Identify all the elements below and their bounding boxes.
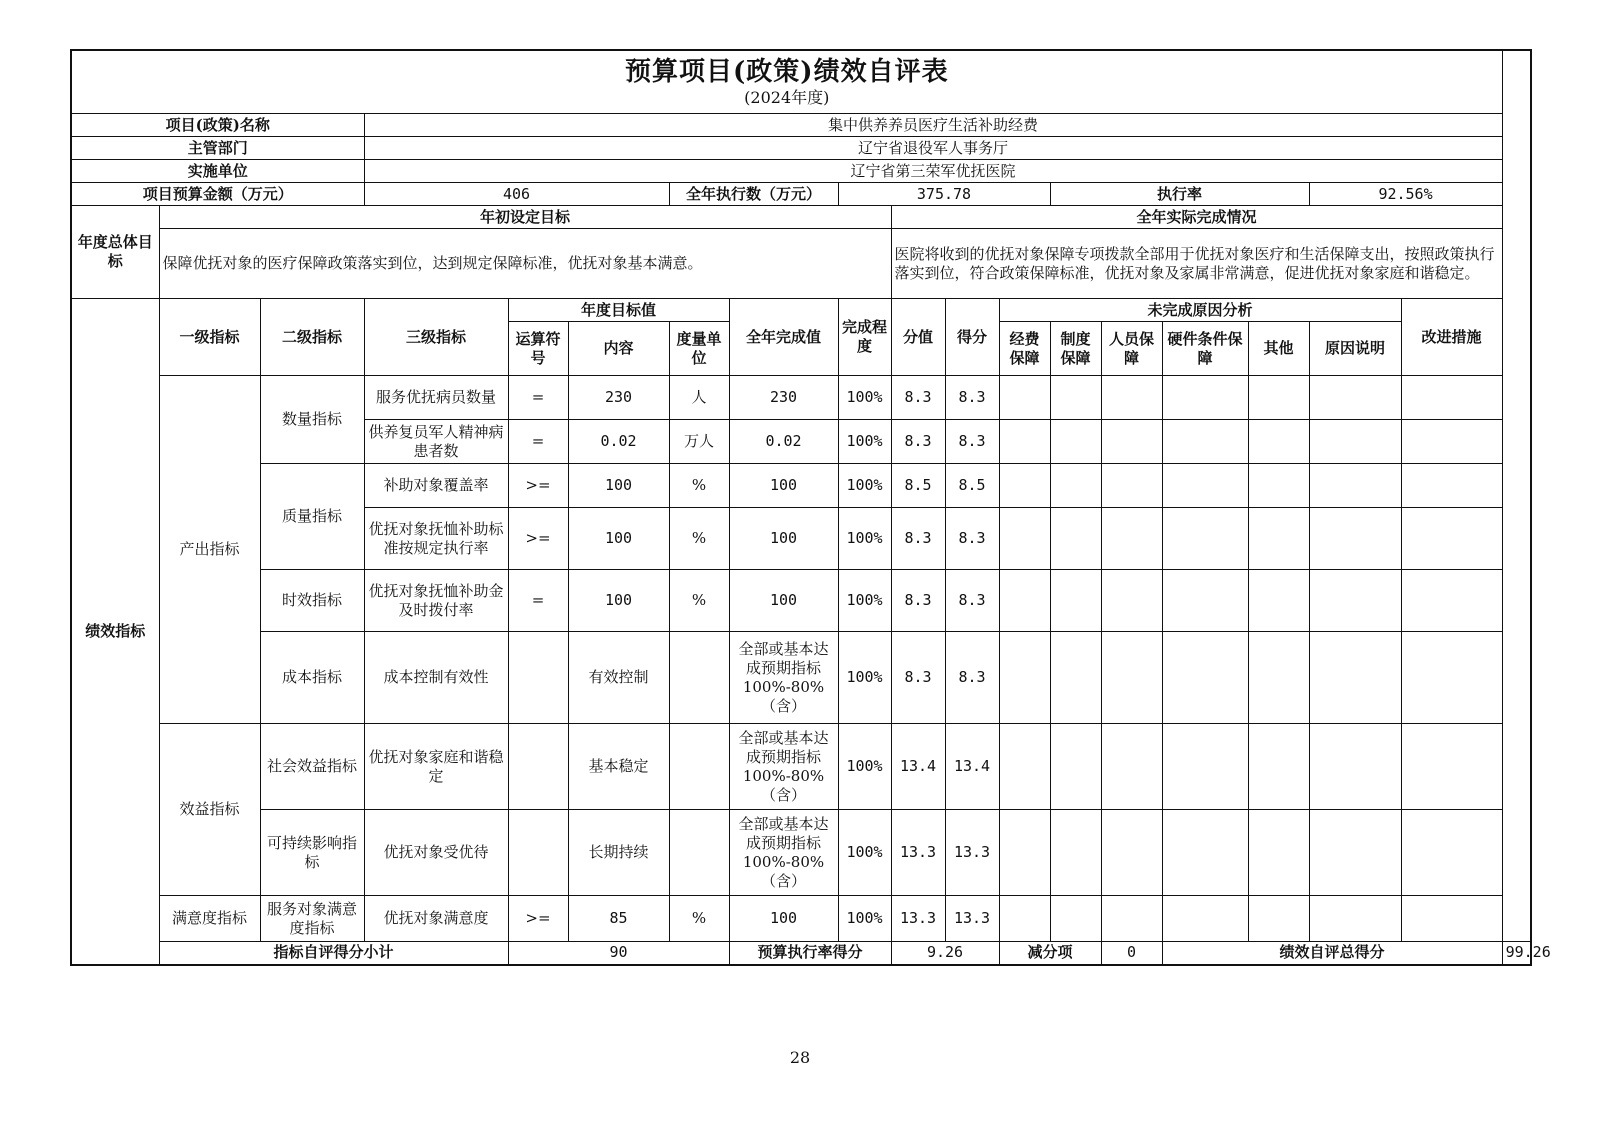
level3-cell: 优抚对象满意度 — [364, 896, 508, 942]
project-name-value: 集中供养养员医疗生活补助经费 — [364, 114, 1502, 137]
deduct-value: 0 — [1101, 942, 1162, 965]
degree-cell: 100% — [838, 896, 891, 942]
unit-cell: % — [669, 896, 729, 942]
subtotal-value: 90 — [508, 942, 729, 965]
table-row — [71, 896, 1531, 942]
actual-cell: 全部或基本达成预期指标100%-80%（含） — [729, 632, 838, 724]
group-satisfaction: 满意度指标 — [159, 896, 260, 942]
content-cell: 100 — [568, 570, 669, 632]
rate-label: 执行率 — [1050, 183, 1309, 206]
actual-cell: 100 — [729, 508, 838, 570]
operator-cell: >= — [508, 896, 568, 942]
page-number: 28 — [789, 1048, 811, 1067]
group-output: 产出指标 — [159, 376, 260, 724]
table-row — [71, 724, 1531, 810]
content-cell: 230 — [568, 376, 669, 420]
score-value-cell: 8.3 — [891, 508, 945, 570]
degree-cell: 100% — [838, 508, 891, 570]
actual-cell: 全部或基本达成预期指标100%-80%（含） — [729, 810, 838, 896]
group-benefit: 效益指标 — [159, 724, 260, 896]
initial-goal-header: 年初设定目标 — [159, 206, 891, 229]
score-cell: 8.3 — [945, 570, 999, 632]
score-cell: 8.3 — [945, 376, 999, 420]
score-value-cell: 13.4 — [891, 724, 945, 810]
executed-value: 375.78 — [838, 183, 1050, 206]
level2-cell: 可持续影响指标 — [260, 810, 364, 896]
target-group-header: 年度目标值 — [508, 299, 729, 322]
level2-cell: 成本指标 — [260, 632, 364, 724]
unit-cell: % — [669, 508, 729, 570]
project-name-label: 项目(政策)名称 — [71, 114, 364, 137]
budget-score-label: 预算执行率得分 — [729, 942, 891, 965]
level3-cell: 优抚对象抚恤补助金及时拨付率 — [364, 570, 508, 632]
budget-label: 项目预算金额（万元） — [71, 183, 364, 206]
unit-cell — [669, 724, 729, 810]
degree-cell: 100% — [838, 632, 891, 724]
actual-header: 全年完成值 — [729, 299, 838, 376]
degree-cell: 100% — [838, 464, 891, 508]
executed-label: 全年执行数（万元） — [669, 183, 838, 206]
actual-cell: 100 — [729, 570, 838, 632]
actual-cell: 100 — [729, 896, 838, 942]
deduct-label: 减分项 — [999, 942, 1101, 965]
level3-cell: 优抚对象家庭和谐稳定 — [364, 724, 508, 810]
unit-value: 辽宁省第三荣军优抚医院 — [364, 160, 1502, 183]
dept-label: 主管部门 — [71, 137, 364, 160]
unit-cell: % — [669, 464, 729, 508]
operator-cell — [508, 810, 568, 896]
level3-cell: 成本控制有效性 — [364, 632, 508, 724]
degree-header: 完成程度 — [838, 299, 891, 376]
score-value-cell: 13.3 — [891, 896, 945, 942]
operator-cell: = — [508, 570, 568, 632]
operator-header: 运算符号 — [508, 322, 568, 376]
content-cell: 100 — [568, 508, 669, 570]
score-cell: 13.3 — [945, 810, 999, 896]
perf-indicator-label: 绩效指标 — [71, 299, 159, 965]
page-title: 预算项目(政策)绩效自评表 — [624, 57, 949, 87]
degree-cell: 100% — [838, 810, 891, 896]
actual-completion-header: 全年实际完成情况 — [891, 206, 1502, 229]
measure-unit-header: 度量单位 — [669, 322, 729, 376]
table-row — [71, 810, 1531, 896]
operator-cell: = — [508, 376, 568, 420]
actual-cell: 0.02 — [729, 420, 838, 464]
budget-score-value: 9.26 — [891, 942, 999, 965]
level2-cell: 社会效益指标 — [260, 724, 364, 810]
score-value-header: 分值 — [891, 299, 945, 376]
actual-cell: 230 — [729, 376, 838, 420]
reason-system-header: 制度保障 — [1050, 322, 1101, 376]
reason-note-header: 原因说明 — [1309, 322, 1401, 376]
score-cell: 8.3 — [945, 508, 999, 570]
degree-cell: 100% — [838, 420, 891, 464]
unit-label: 实施单位 — [71, 160, 364, 183]
content-cell: 长期持续 — [568, 810, 669, 896]
content-cell: 100 — [568, 464, 669, 508]
performance-evaluation-table — [70, 49, 1551, 966]
score-cell: 13.4 — [945, 724, 999, 810]
level1-header: 一级指标 — [159, 299, 260, 376]
operator-cell: >= — [508, 508, 568, 570]
degree-cell: 100% — [838, 724, 891, 810]
content-cell: 基本稳定 — [568, 724, 669, 810]
score-cell: 8.3 — [945, 632, 999, 724]
level2-cell: 服务对象满意度指标 — [260, 896, 364, 942]
score-cell: 8.5 — [945, 464, 999, 508]
total-score-label: 绩效自评总得分 — [1162, 942, 1502, 965]
table-row — [71, 376, 1531, 420]
content-cell: 85 — [568, 896, 669, 942]
operator-cell — [508, 724, 568, 810]
level3-cell: 优抚对象抚恤补助标准按规定执行率 — [364, 508, 508, 570]
level3-cell: 优抚对象受优待 — [364, 810, 508, 896]
reason-funds-header: 经费保障 — [999, 322, 1050, 376]
page-subtitle: (2024年度) — [744, 88, 830, 107]
reason-staff-header: 人员保障 — [1101, 322, 1162, 376]
subtotal-label: 指标自评得分小计 — [159, 942, 508, 965]
operator-cell — [508, 632, 568, 724]
operator-cell: = — [508, 420, 568, 464]
score-value-cell: 8.5 — [891, 464, 945, 508]
degree-cell: 100% — [838, 570, 891, 632]
initial-goal-text: 保障优抚对象的医疗保障政策落实到位，达到规定保障标准，优抚对象基本满意。 — [159, 229, 891, 299]
actual-cell: 全部或基本达成预期指标100%-80%（含） — [729, 724, 838, 810]
level2-cell: 时效指标 — [260, 570, 364, 632]
level2-header: 二级指标 — [260, 299, 364, 376]
dept-value: 辽宁省退役军人事务厅 — [364, 137, 1502, 160]
table-row — [71, 464, 1531, 508]
reason-group-header: 未完成原因分析 — [999, 299, 1401, 322]
rate-value: 92.56% — [1309, 183, 1502, 206]
content-cell: 0.02 — [568, 420, 669, 464]
reason-other-header: 其他 — [1248, 322, 1309, 376]
table-row — [71, 570, 1531, 632]
level3-header: 三级指标 — [364, 299, 508, 376]
title-block — [71, 50, 1502, 114]
actual-cell: 100 — [729, 464, 838, 508]
degree-cell: 100% — [838, 376, 891, 420]
score-value-cell: 8.3 — [891, 632, 945, 724]
score-value-cell: 13.3 — [891, 810, 945, 896]
operator-cell: >= — [508, 464, 568, 508]
improve-header: 改进措施 — [1401, 299, 1502, 376]
level3-cell: 补助对象覆盖率 — [364, 464, 508, 508]
level2-cell: 质量指标 — [260, 464, 364, 570]
score-cell: 8.3 — [945, 420, 999, 464]
actual-completion-text: 医院将收到的优抚对象保障专项拨款全部用于优抚对象医疗和生活保障支出，按照政策执行落实到位，符合政策保障标准，优抚对象及家属非常满意，促进优抚对象家庭和谐稳定。 — [891, 229, 1502, 299]
level3-cell: 服务优抚病员数量 — [364, 376, 508, 420]
score-header: 得分 — [945, 299, 999, 376]
score-value-cell: 8.3 — [891, 570, 945, 632]
annual-goal-label: 年度总体目标 — [71, 206, 159, 299]
unit-cell: % — [669, 570, 729, 632]
table-row — [71, 632, 1531, 724]
level3-cell: 供养复员军人精神病患者数 — [364, 420, 508, 464]
unit-cell: 万人 — [669, 420, 729, 464]
total-score-value: 99.26 — [1502, 942, 1531, 965]
content-header: 内容 — [568, 322, 669, 376]
score-value-cell: 8.3 — [891, 376, 945, 420]
unit-cell — [669, 810, 729, 896]
unit-cell — [669, 632, 729, 724]
content-cell: 有效控制 — [568, 632, 669, 724]
reason-hardware-header: 硬件条件保障 — [1162, 322, 1248, 376]
level2-cell: 数量指标 — [260, 376, 364, 464]
unit-cell: 人 — [669, 376, 729, 420]
budget-value: 406 — [364, 183, 669, 206]
score-value-cell: 8.3 — [891, 420, 945, 464]
score-cell: 13.3 — [945, 896, 999, 942]
